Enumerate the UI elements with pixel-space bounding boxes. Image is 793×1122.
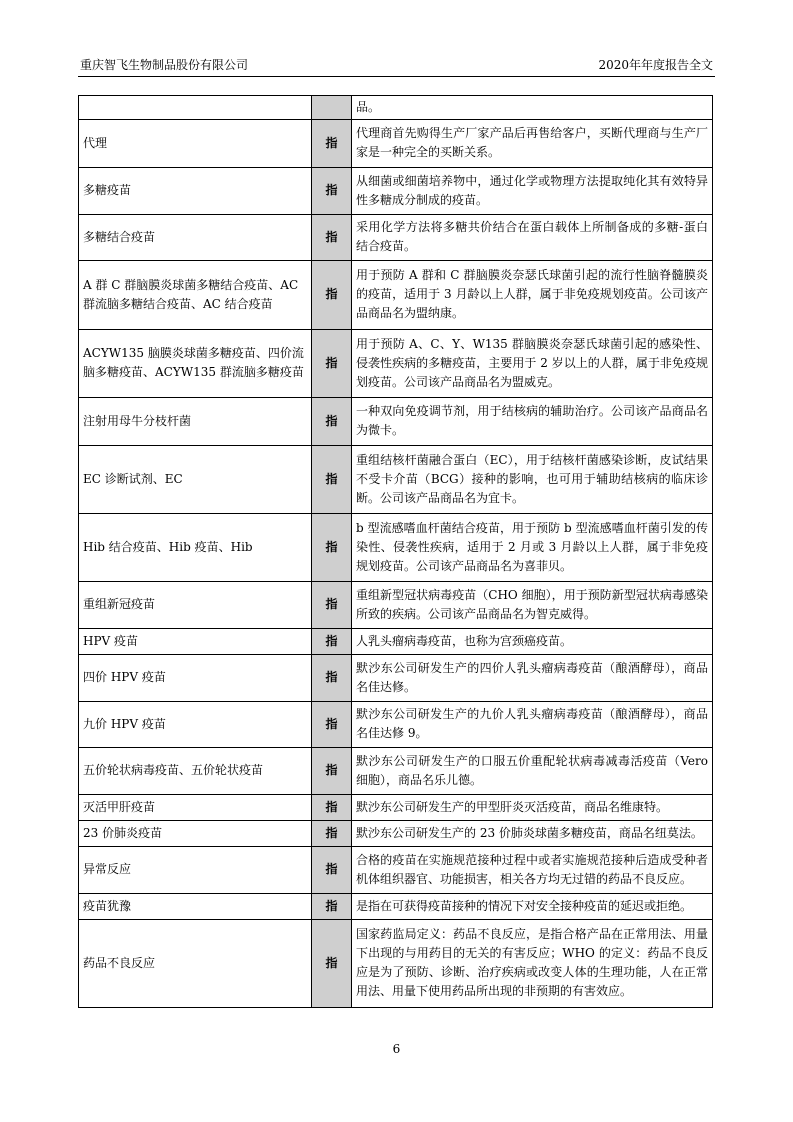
table-row bbox=[79, 847, 713, 894]
term-cell: 多糖结合疫苗 bbox=[79, 215, 312, 261]
definition-cell: 默沙东公司研发生产的 23 价肺炎球菌多糖疫苗，商品名纽莫法。 bbox=[352, 821, 713, 847]
header-company: 重庆智飞生物制品股份有限公司 bbox=[80, 58, 249, 72]
ref-cell: 指 bbox=[312, 330, 352, 398]
table-row bbox=[79, 582, 713, 629]
table-row bbox=[79, 920, 713, 1008]
term-cell: 注射用母牛分枝杆菌 bbox=[79, 398, 312, 446]
term-cell: 五价轮状病毒疫苗、五价轮状疫苗 bbox=[79, 748, 312, 795]
table-row bbox=[79, 168, 713, 215]
term-cell: HPV 疫苗 bbox=[79, 629, 312, 655]
ref-cell: 指 bbox=[312, 582, 352, 629]
ref-cell: 指 bbox=[312, 215, 352, 261]
term-cell: 四价 HPV 疫苗 bbox=[79, 655, 312, 702]
term-cell: 重组新冠疫苗 bbox=[79, 582, 312, 629]
ref-cell: 指 bbox=[312, 261, 352, 330]
table-row bbox=[79, 702, 713, 748]
term-cell: EC 诊断试剂、EC bbox=[79, 446, 312, 514]
definition-cell: 国家药监局定义：药品不良反应，是指合格产品在正常用法、用量下出现的与用药目的无关的有害反应；WHO 的定义：药品不良反应是为了预防、诊断、治疗疾病或改变人体的生理功能，人在正常用法、用量下使用药品所出现的非预期的有害效应。 bbox=[352, 920, 713, 1008]
term-cell bbox=[79, 96, 312, 120]
table-row bbox=[79, 330, 713, 398]
table-row bbox=[79, 795, 713, 821]
table-row bbox=[79, 629, 713, 655]
table-row bbox=[79, 821, 713, 847]
table-row bbox=[79, 514, 713, 582]
term-cell: 药品不良反应 bbox=[79, 920, 312, 1008]
definition-cell: 采用化学方法将多糖共价结合在蛋白载体上所制备成的多糖-蛋白结合疫苗。 bbox=[352, 215, 713, 261]
definition-cell: 是指在可获得疫苗接种的情况下对安全接种疫苗的延迟或拒绝。 bbox=[352, 894, 713, 920]
definition-cell: 一种双向免疫调节剂，用于结核病的辅助治疗。公司该产品商品名为微卡。 bbox=[352, 398, 713, 446]
table-row bbox=[79, 398, 713, 446]
definition-cell: 默沙东公司研发生产的四价人乳头瘤病毒疫苗（酿酒酵母），商品名佳达修。 bbox=[352, 655, 713, 702]
definition-cell: 默沙东公司研发生产的口服五价重配轮状病毒减毒活疫苗（Vero 细胞），商品名乐儿德。 bbox=[352, 748, 713, 795]
ref-cell: 指 bbox=[312, 821, 352, 847]
table-row bbox=[79, 96, 713, 120]
term-cell: 异常反应 bbox=[79, 847, 312, 894]
definition-cell: 用于预防 A 群和 C 群脑膜炎奈瑟氏球菌引起的流行性脑脊髓膜炎的疫苗，适用于 3 月龄以上人群，属于非免疫规划疫苗。公司该产品商品名为盟纳康。 bbox=[352, 261, 713, 330]
term-cell: 九价 HPV 疫苗 bbox=[79, 702, 312, 748]
ref-cell: 指 bbox=[312, 514, 352, 582]
header-report-title: 2020年年度报告全文 bbox=[598, 58, 713, 72]
definition-cell: 从细菌或细菌培养物中，通过化学或物理方法提取纯化其有效特异性多糖成分制成的疫苗。 bbox=[352, 168, 713, 215]
ref-cell: 指 bbox=[312, 629, 352, 655]
definition-cell: 人乳头瘤病毒疫苗，也称为宫颈癌疫苗。 bbox=[352, 629, 713, 655]
definition-cell: 重组新型冠状病毒疫苗（CHO 细胞），用于预防新型冠状病毒感染所致的疾病。公司该产品商品名为智克威得。 bbox=[352, 582, 713, 629]
term-cell: 疫苗犹豫 bbox=[79, 894, 312, 920]
definition-cell: 合格的疫苗在实施规范接种过程中或者实施规范接种后造成受种者机体组织器官、功能损害，相关各方均无过错的药品不良反应。 bbox=[352, 847, 713, 894]
ref-cell bbox=[312, 96, 352, 120]
term-cell: 多糖疫苗 bbox=[79, 168, 312, 215]
glossary-table bbox=[78, 95, 713, 1008]
definition-cell: b 型流感嗜血杆菌结合疫苗，用于预防 b 型流感嗜血杆菌引发的传染性、侵袭性疾病，适用于 2 月或 3 月龄以上人群，属于非免疫规划疫苗。公司该产品商品名为喜菲贝。 bbox=[352, 514, 713, 582]
term-cell: Hib 结合疫苗、Hib 疫苗、Hib bbox=[79, 514, 312, 582]
ref-cell: 指 bbox=[312, 847, 352, 894]
ref-cell: 指 bbox=[312, 446, 352, 514]
page-header bbox=[78, 56, 715, 77]
definition-cell: 默沙东公司研发生产的甲型肝炎灭活疫苗，商品名维康特。 bbox=[352, 795, 713, 821]
table-row bbox=[79, 261, 713, 330]
ref-cell: 指 bbox=[312, 168, 352, 215]
definition-cell: 代理商首先购得生产厂家产品后再售给客户，买断代理商与生产厂家是一种完全的买断关系。 bbox=[352, 120, 713, 168]
definition-cell: 品。 bbox=[352, 96, 713, 120]
definition-cell: 默沙东公司研发生产的九价人乳头瘤病毒疫苗（酿酒酵母），商品名佳达修 9。 bbox=[352, 702, 713, 748]
table-row bbox=[79, 655, 713, 702]
ref-cell: 指 bbox=[312, 398, 352, 446]
ref-cell: 指 bbox=[312, 702, 352, 748]
table-row bbox=[79, 748, 713, 795]
table-row bbox=[79, 446, 713, 514]
ref-cell: 指 bbox=[312, 655, 352, 702]
table-row bbox=[79, 120, 713, 168]
ref-cell: 指 bbox=[312, 920, 352, 1008]
table-row bbox=[79, 215, 713, 261]
definition-cell: 重组结核杆菌融合蛋白（EC），用于结核杆菌感染诊断，皮试结果不受卡介苗（BCG）接种的影响，也可用于辅助结核病的临床诊断。公司该产品商品名为宜卡。 bbox=[352, 446, 713, 514]
definition-cell: 用于预防 A、C、Y、W135 群脑膜炎奈瑟氏球菌引起的感染性、侵袭性疾病的多糖疫苗，主要用于 2 岁以上的人群，属于非免疫规划疫苗。公司该产品商品名为盟威克。 bbox=[352, 330, 713, 398]
term-cell: 灭活甲肝疫苗 bbox=[79, 795, 312, 821]
table-row bbox=[79, 894, 713, 920]
ref-cell: 指 bbox=[312, 795, 352, 821]
page-number: 6 bbox=[392, 1042, 401, 1056]
term-cell: 代理 bbox=[79, 120, 312, 168]
term-cell: ACYW135 脑膜炎球菌多糖疫苗、四价流脑多糖疫苗、ACYW135 群流脑多糖疫苗 bbox=[79, 330, 312, 398]
term-cell: 23 价肺炎疫苗 bbox=[79, 821, 312, 847]
ref-cell: 指 bbox=[312, 120, 352, 168]
ref-cell: 指 bbox=[312, 894, 352, 920]
ref-cell: 指 bbox=[312, 748, 352, 795]
term-cell: A 群 C 群脑膜炎球菌多糖结合疫苗、AC 群流脑多糖结合疫苗、AC 结合疫苗 bbox=[79, 261, 312, 330]
